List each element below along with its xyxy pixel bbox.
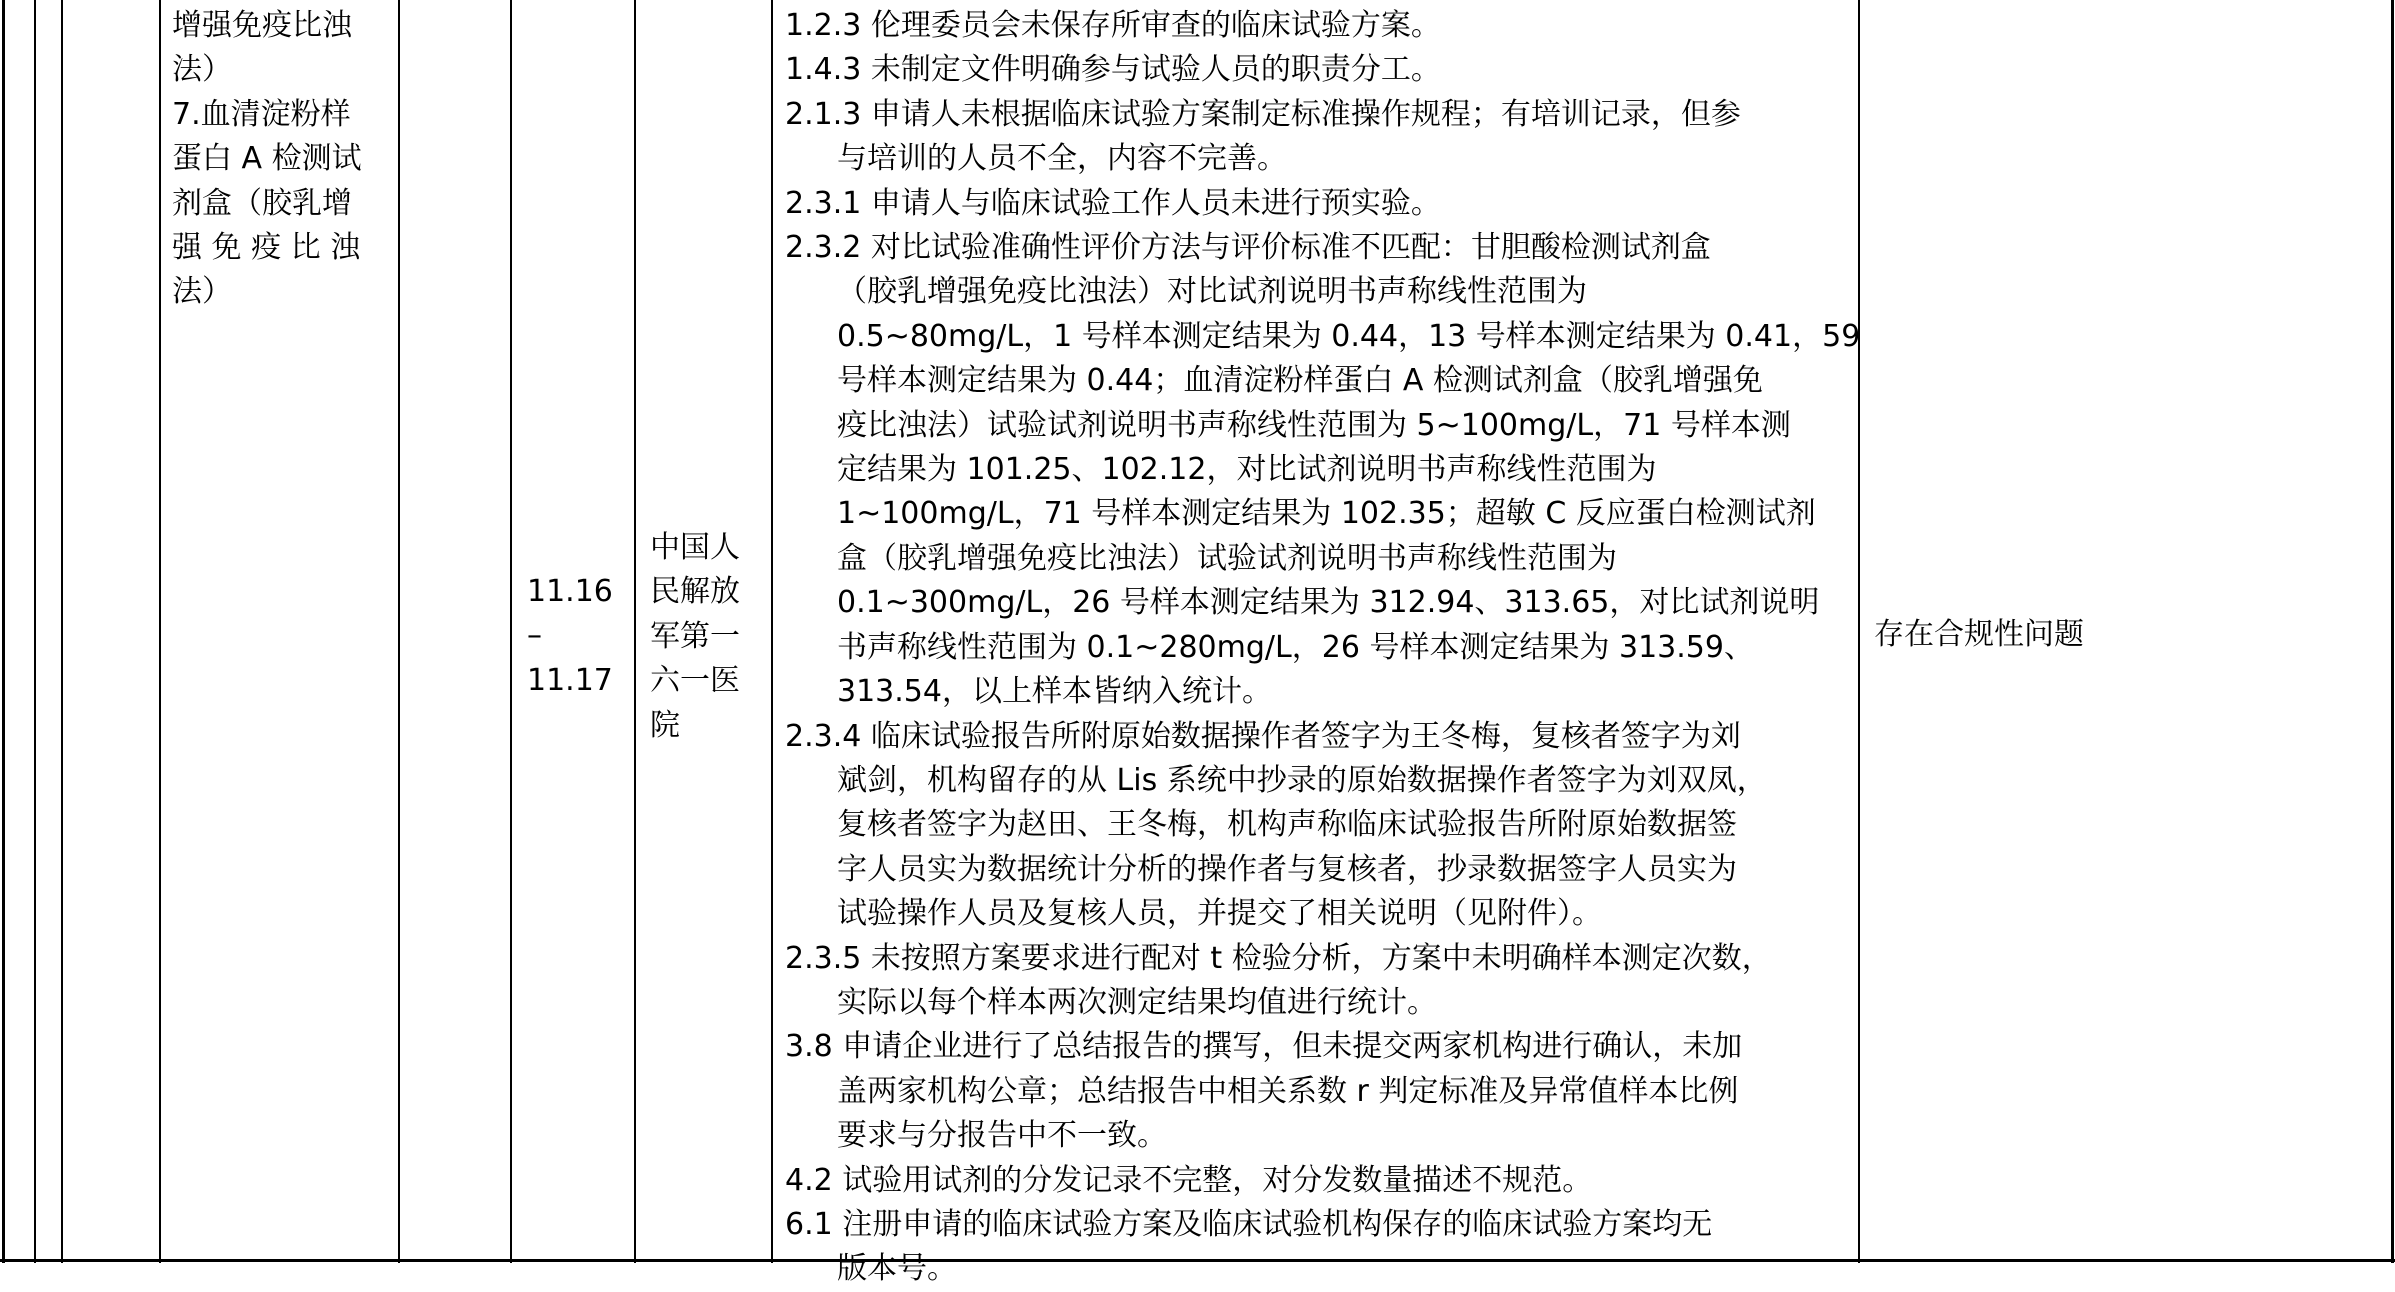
column-border [771, 0, 773, 1263]
column-border [510, 0, 512, 1263]
finding-line: 试验操作人员及复核人员，并提交了相关说明（见附件）。 [837, 896, 1602, 932]
cell-text-line: 六一医 [650, 663, 740, 699]
finding-line: 2.3.2 对比试验准确性评价方法与评价标准不匹配：甘胆酸检测试剂盒 [785, 230, 1711, 266]
column-border [159, 0, 161, 1263]
cell-text-line: – [527, 618, 542, 654]
finding-line: （胶乳增强免疫比浊法）对比试剂说明书声称线性范围为 [837, 274, 1587, 310]
finding-line: 2.3.1 申请人与临床试验工作人员未进行预实验。 [785, 185, 1441, 221]
finding-line: 要求与分报告中不一致。 [837, 1118, 1167, 1154]
cell-text-line: 法） [172, 52, 232, 88]
cell-text-line: 民解放 [650, 574, 740, 610]
column-border [61, 0, 63, 1263]
finding-line: 1~100mg/L，71 号样本测定结果为 102.35；超敏 C 反应蛋白检测试剂 [837, 496, 1816, 532]
column-border [1858, 0, 1860, 1263]
finding-line: 3.8 申请企业进行了总结报告的撰写，但未提交两家机构进行确认，未加 [785, 1029, 1743, 1065]
column-border [634, 0, 636, 1263]
cell-text-line: 剂盒（胶乳增 [172, 185, 352, 221]
finding-line: 2.3.4 临床试验报告所附原始数据操作者签字为王冬梅，复核者签字为刘 [785, 718, 1741, 754]
finding-line: 313.54，以上样本皆纳入统计。 [837, 674, 1272, 710]
finding-line: 1.2.3 伦理委员会未保存所审查的临床试验方案。 [785, 8, 1441, 43]
column-border [34, 0, 36, 1263]
column-border [398, 0, 400, 1263]
cell-text-line: 11.17 [527, 662, 613, 698]
finding-line: 盖两家机构公章；总结报告中相关系数 r 判定标准及异常值样本比例 [837, 1073, 1739, 1109]
conclusion-text: 存在合规性问题 [1874, 617, 2084, 652]
column-border [2, 0, 5, 1263]
finding-line: 4.2 试验用试剂的分发记录不完整，对分发数量描述不规范。 [785, 1162, 1593, 1198]
finding-line: 0.1~300mg/L，26 号样本测定结果为 312.94、313.65，对比试剂说明 [837, 585, 1820, 621]
cell-text-line: 强 免 疫 比 浊 [172, 230, 361, 266]
findings-cell [785, 4, 1861, 1292]
finding-line: 2.1.3 申请人未根据临床试验方案制定标准操作规程；有培训记录，但参 [785, 96, 1741, 132]
finding-line: 定结果为 101.25、102.12，对比试剂说明书声称线性范围为 [837, 452, 1657, 488]
finding-line: 2.3.5 未按照方案要求进行配对 t 检验分析，方案中未明确样本测定次数， [785, 940, 1772, 976]
cell-text-line: 增强免疫比浊 [172, 8, 352, 43]
inspection-date-cell [527, 570, 632, 703]
cell-text-line: 院 [650, 707, 680, 743]
finding-line: 斌剑，机构留存的从 Lis 系统中抄录的原始数据操作者签字为刘双凤， [837, 762, 1767, 798]
finding-line: 疫比浊法）试验试剂说明书声称线性范围为 5~100mg/L，71 号样本测 [837, 407, 1791, 443]
finding-line: 号样本测定结果为 0.44；血清淀粉样蛋白 A 检测试剂盒（胶乳增强免 [837, 363, 1763, 399]
institution-cell [650, 526, 770, 748]
finding-line: 与培训的人员不全，内容不完善。 [837, 141, 1287, 177]
finding-line: 盒（胶乳增强免疫比浊法）试验试剂说明书声称线性范围为 [837, 540, 1617, 576]
finding-line: 实际以每个样本两次测定结果均值进行统计。 [837, 984, 1437, 1020]
cell-text-line: 法） [172, 274, 232, 310]
conclusion-cell [1874, 613, 2374, 657]
cell-text-line: 军第一 [650, 618, 740, 654]
finding-line: 字人员实为数据统计分析的操作者与复核者，抄录数据签字人员实为 [837, 851, 1737, 887]
finding-line: 1.4.3 未制定文件明确参与试验人员的职责分工。 [785, 52, 1441, 88]
finding-line: 复核者签字为赵田、王冬梅，机构声称临床试验报告所附原始数据签 [837, 807, 1737, 843]
finding-line: 版本号。 [837, 1251, 957, 1287]
column-border [2391, 0, 2394, 1263]
cell-text-line: 11.16 [527, 574, 613, 609]
cell-text-line: 7.血清淀粉样 [172, 96, 351, 132]
finding-line: 6.1 注册申请的临床试验方案及临床试验机构保存的临床试验方案均无 [785, 1206, 1713, 1242]
finding-line: 0.5~80mg/L，1 号样本测定结果为 0.44，13 号样本测定结果为 0.41，59 [837, 318, 1861, 354]
finding-line: 书声称线性范围为 0.1~280mg/L，26 号样本测定结果为 313.59、 [837, 629, 1754, 665]
cell-text-line: 蛋白 A 检测试 [172, 141, 362, 177]
product-name-cell [172, 4, 397, 315]
cell-text-line: 中国人 [650, 530, 740, 565]
